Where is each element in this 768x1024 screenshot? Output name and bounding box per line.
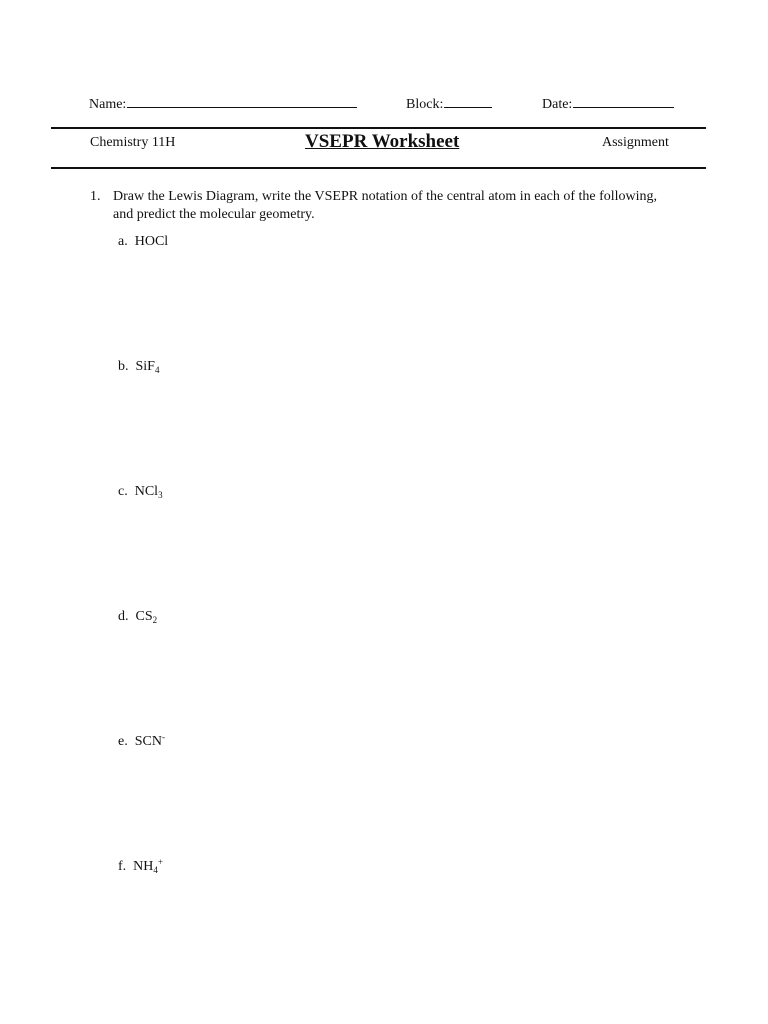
item-formula: SCN- — [134, 732, 165, 749]
course-label: Chemistry 11H — [90, 135, 176, 150]
top-rule — [51, 127, 706, 129]
list-item — [118, 482, 163, 500]
question-text: Draw the Lewis Diagram, write the VSEPR notation of the central atom in each of the following, and predict the molecular geometry. — [113, 189, 658, 222]
question-number: 1. — [90, 189, 101, 204]
item-formula: SiF$_4$ — [135, 359, 160, 375]
item-letter: e. — [118, 734, 128, 749]
date-blank[interactable] — [573, 93, 674, 108]
item-letter: a. — [118, 234, 128, 249]
list-item — [118, 857, 163, 875]
date-field[interactable] — [542, 93, 674, 113]
item-letter: f. — [118, 859, 127, 874]
date-label: Date: — [542, 97, 573, 112]
item-formula: $CS_2$ — [135, 609, 158, 625]
block-label: Block: — [406, 97, 444, 112]
name-label: Name: — [89, 97, 127, 112]
name-field[interactable] — [89, 93, 357, 113]
item-letter: d. — [118, 609, 129, 624]
list-item — [118, 607, 157, 625]
block-field[interactable] — [406, 93, 492, 113]
item-letter: b. — [118, 359, 129, 374]
page-title: VSEPR Worksheet — [305, 131, 460, 152]
bottom-rule — [51, 167, 706, 169]
item-formula: HOCl — [134, 234, 169, 249]
block-blank[interactable] — [444, 93, 492, 108]
list-item — [118, 732, 165, 750]
name-blank[interactable] — [127, 93, 357, 108]
assignment-label: Assignment — [602, 135, 669, 150]
item-formula: $NH_4^+$ — [133, 857, 163, 875]
item-formula: NCl$_3$ — [134, 484, 163, 500]
list-item — [118, 232, 168, 250]
item-letter: c. — [118, 484, 128, 499]
list-item — [118, 357, 159, 375]
